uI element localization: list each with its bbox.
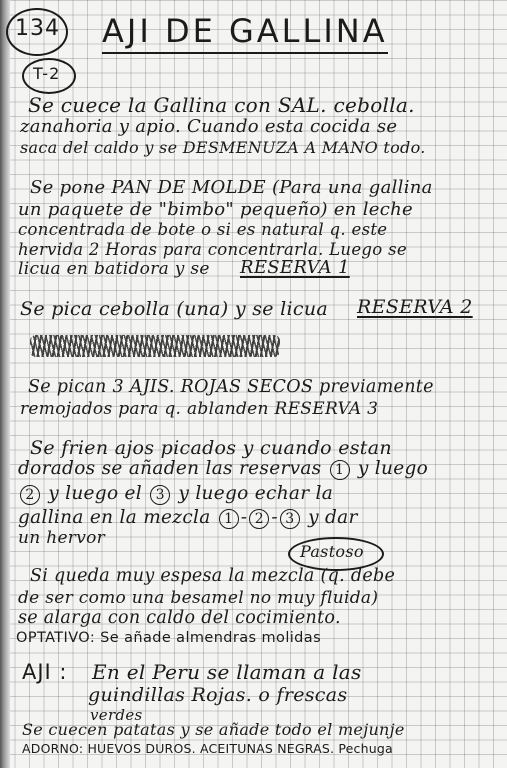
circled-number-1: 1 <box>330 460 350 480</box>
aji-note-line1: En el Peru se llaman a las <box>92 660 362 684</box>
notebook-binding <box>0 0 10 768</box>
step2-line4: hervida 2 Horas para concentrarla. Luego se <box>18 240 407 259</box>
circled-number-1b: 1 <box>219 509 239 529</box>
page-number: 134 <box>15 16 60 41</box>
circled-number-3: 3 <box>150 485 170 505</box>
recipe-title: AJI DE GALLINA <box>102 12 388 54</box>
step6-line3: se alarga con caldo del cocimiento. <box>18 608 341 628</box>
step5-line4-tail: y dar <box>308 507 358 528</box>
circled-number-3b: 3 <box>280 509 300 529</box>
garnish-line: ADORNO: HUEVOS DUROS. ACEITUNAS NEGRAS. Pechuga <box>22 741 393 756</box>
step2-line1: Se pone PAN DE MOLDE (Para una gallina <box>30 177 433 198</box>
step5-line2-text: dorados se añaden las reservas <box>18 458 322 479</box>
tag-label: T-2 <box>33 64 61 83</box>
reserva-1-label: RESERVA 1 <box>240 257 350 278</box>
step2-line2: un paquete de "bimbo" pequeño) en leche <box>18 199 413 220</box>
step5-line3 <box>18 483 333 505</box>
step5-line1: Se frien ajos picados y cuando estan <box>30 437 392 459</box>
step2-line3: concentrada de bote o si es natural q. este <box>18 220 388 239</box>
step1-line1: Se cuece la Gallina con SAL. cebolla. <box>28 93 415 117</box>
step5-line4-text: gallina en la mezcla <box>18 507 211 528</box>
reserva-2-label: RESERVA 2 <box>357 296 473 318</box>
aji-note-line2: guindillas Rojas. o frescas <box>88 684 348 706</box>
step1-line2: zanahoria y apio. Cuando esta cocida se <box>20 116 398 137</box>
step5-line4: gallina en la mezcla 1 - 2 - 3 y dar <box>18 507 358 528</box>
step5-line2 <box>18 458 428 480</box>
step4-line1: Se pican 3 AJIS. ROJAS SECOS previamente <box>28 377 434 397</box>
step1-line3: saca del caldo y se DESMENUZA A MANO todo. <box>20 138 426 157</box>
step3-line1: Se pica cebolla (una) y se licua <box>20 298 328 320</box>
step8-line1: Se cuecen patatas y se añade todo el mejunje <box>22 720 405 739</box>
crossed-out-text <box>30 335 280 357</box>
step6-line2: de ser como una besamel no muy fluida) <box>18 588 379 608</box>
step5-line2-tail: y luego <box>357 458 429 479</box>
pastoso-note: Pastoso <box>300 542 364 561</box>
step4-line2: remojados para q. ablanden RESERVA 3 <box>20 399 379 419</box>
aji-label: AJI : <box>22 660 68 684</box>
step2-line5: licua en batidora y se <box>18 259 210 279</box>
step6-line4: OPTATIVO: Se añade almendras molidas <box>16 630 322 646</box>
circled-number-2: 2 <box>20 485 40 505</box>
step6-line1: Si queda muy espesa la mezcla (q. debe <box>30 566 396 586</box>
circled-number-2b: 2 <box>249 509 269 529</box>
step5-line3-tail: y luego echar la <box>178 483 334 504</box>
aji-note-line3: verdes <box>90 706 143 724</box>
step5-line5: un hervor <box>18 528 106 548</box>
step5-line3-text: y luego el <box>48 483 143 504</box>
